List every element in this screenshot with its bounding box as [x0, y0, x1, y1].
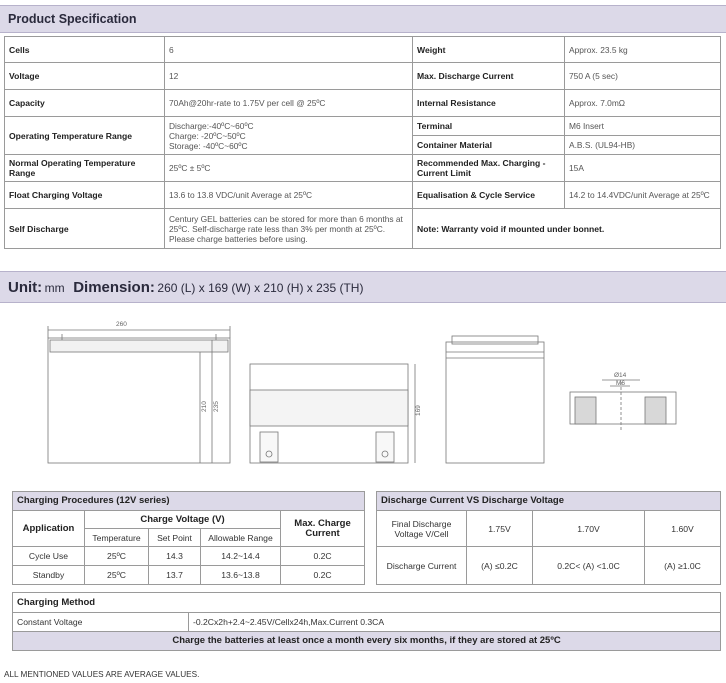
dimension-header — [0, 271, 726, 303]
front-view — [48, 326, 230, 463]
length-label: 260 — [116, 321, 127, 328]
table-row — [13, 511, 365, 529]
table-row — [13, 547, 365, 566]
side-view — [250, 364, 415, 463]
spec-label: Operating Temperature Range — [5, 117, 165, 155]
charge-voltage-header: Charge Voltage (V) — [85, 511, 281, 529]
spec-label: Equalisation & Cycle Service — [413, 182, 565, 209]
table-cell: Cycle Use — [13, 547, 85, 566]
table-cell: 0.2C — [281, 566, 365, 585]
unit-value: mm — [44, 281, 65, 295]
application-header: Application — [13, 511, 85, 547]
table-row — [377, 492, 721, 511]
charging-procedures-table — [12, 491, 365, 585]
terminal-diameter-label: Ø14 — [614, 372, 627, 379]
table-row — [377, 511, 721, 547]
table-cell: 14.3 — [149, 547, 201, 566]
table-row — [5, 117, 721, 136]
spec-value: Approx. 7.0mΩ — [565, 90, 721, 117]
table-row — [5, 90, 721, 117]
spec-value: 15A — [565, 155, 721, 182]
dimension-label: Dimension: — [73, 279, 155, 296]
table-cell: 13.7 — [149, 566, 201, 585]
dimension-title — [8, 279, 363, 296]
spec-label: Capacity — [5, 90, 165, 117]
spec-value: 12 — [165, 63, 413, 90]
table-row — [13, 613, 721, 632]
table-cell: 14.2~14.4 — [201, 547, 281, 566]
spec-value: A.B.S. (UL94-HB) — [565, 136, 721, 155]
spec-label: Weight — [413, 37, 565, 63]
constant-voltage-label: Constant Voltage — [13, 613, 189, 632]
table-row — [5, 63, 721, 90]
spec-value: 13.6 to 13.8 VDC/unit Average at 25ºC — [165, 182, 413, 209]
discharge-table — [376, 491, 721, 585]
total-height-label: 235 — [213, 401, 220, 412]
table-row — [13, 632, 721, 651]
top-view — [446, 336, 544, 463]
spec-label: Cells — [5, 37, 165, 63]
table-row — [5, 182, 721, 209]
footnote: ALL MENTIONED VALUES ARE AVERAGE VALUES. — [4, 670, 200, 679]
height-label: 210 — [201, 401, 208, 412]
table-row — [377, 547, 721, 585]
table-row — [13, 593, 721, 613]
table-row — [5, 155, 721, 182]
spec-value: 70Ah@20hr-rate to 1.75V per cell @ 25ºC — [165, 90, 413, 117]
max-current-header: Max. Charge Current — [281, 511, 365, 547]
width-label: 169 — [415, 405, 422, 416]
spec-value: 25ºC ± 5ºC — [165, 155, 413, 182]
charging-title: Charging Procedures (12V series) — [13, 492, 365, 511]
table-row — [13, 492, 365, 511]
charging-method-title: Charging Method — [13, 593, 721, 613]
spec-label: Recommended Max. Charging - Current Limit — [413, 155, 565, 182]
dimension-value: 260 (L) x 169 (W) x 210 (H) x 235 (TH) — [157, 281, 364, 295]
allowable-header: Allowable Range — [201, 529, 281, 547]
product-spec-title: Product Specification — [8, 12, 137, 26]
spec-value: 750 A (5 sec) — [565, 63, 721, 90]
spec-label: Normal Operating Temperature Range — [5, 155, 165, 182]
table-cell: 0.2C — [281, 547, 365, 566]
spec-label: Terminal — [413, 117, 565, 136]
spec-label: Self Discharge — [5, 209, 165, 249]
table-cell: 0.2C< (A) <1.0C — [533, 547, 645, 585]
table-cell: 1.60V — [645, 511, 721, 547]
temperature-header: Temperature — [85, 529, 149, 547]
table-row — [5, 209, 721, 249]
op-temp-charge: Charge: -20ºC~50ºC — [169, 130, 246, 141]
discharge-title: Discharge Current VS Discharge Voltage — [377, 492, 721, 511]
table-cell: 25ºC — [85, 547, 149, 566]
terminal-detail — [570, 380, 676, 430]
discharge-current-label: Discharge Current — [377, 547, 467, 585]
table-row — [5, 37, 721, 63]
table-cell: 1.70V — [533, 511, 645, 547]
product-spec-table — [4, 36, 721, 249]
table-cell: 1.75V — [467, 511, 533, 547]
spec-value — [165, 117, 413, 155]
set-point-header: Set Point — [149, 529, 201, 547]
unit-label: Unit: — [8, 279, 43, 296]
constant-voltage-value: -0.2Cx2h+2.4~2.45V/Cellx24h,Max.Current 0.3CA — [189, 613, 721, 632]
spec-label: Float Charging Voltage — [5, 182, 165, 209]
op-temp-storage: Storage: -40ºC~60ºC — [169, 140, 248, 151]
op-temp-discharge: Discharge:-40ºC~60ºC — [169, 120, 254, 131]
spec-value: M6 Insert — [565, 117, 721, 136]
product-spec-header — [0, 5, 726, 33]
spec-value: Approx. 23.5 kg — [565, 37, 721, 63]
table-cell: 13.6~13.8 — [201, 566, 281, 585]
warranty-note: Note: Warranty void if mounted under bonnet. — [413, 209, 721, 249]
table-cell: 25ºC — [85, 566, 149, 585]
spec-value: 6 — [165, 37, 413, 63]
storage-charge-note: Charge the batteries at least once a month every six months, if they are stored at 25ºC — [13, 632, 721, 651]
table-cell: (A) ≥1.0C — [645, 547, 721, 585]
spec-value: 14.2 to 14.4VDC/unit Average at 25ºC — [565, 182, 721, 209]
table-cell: Standby — [13, 566, 85, 585]
spec-value: Century GEL batteries can be stored for more than 6 months at 25ºC. Self-discharge rate less than 3% per month at 25ºC. Please charge batteries before using. — [165, 209, 413, 249]
spec-label: Internal Resistance — [413, 90, 565, 117]
terminal-thread-label: M6 — [616, 380, 626, 387]
spec-label: Max. Discharge Current — [413, 63, 565, 90]
table-cell: (A) ≤0.2C — [467, 547, 533, 585]
spec-label: Voltage — [5, 63, 165, 90]
dimension-drawing — [0, 312, 726, 477]
spec-label: Container Material — [413, 136, 565, 155]
final-voltage-label: Final Discharge Voltage V/Cell — [377, 511, 467, 547]
table-row — [13, 566, 365, 585]
charging-method-table — [12, 592, 721, 651]
